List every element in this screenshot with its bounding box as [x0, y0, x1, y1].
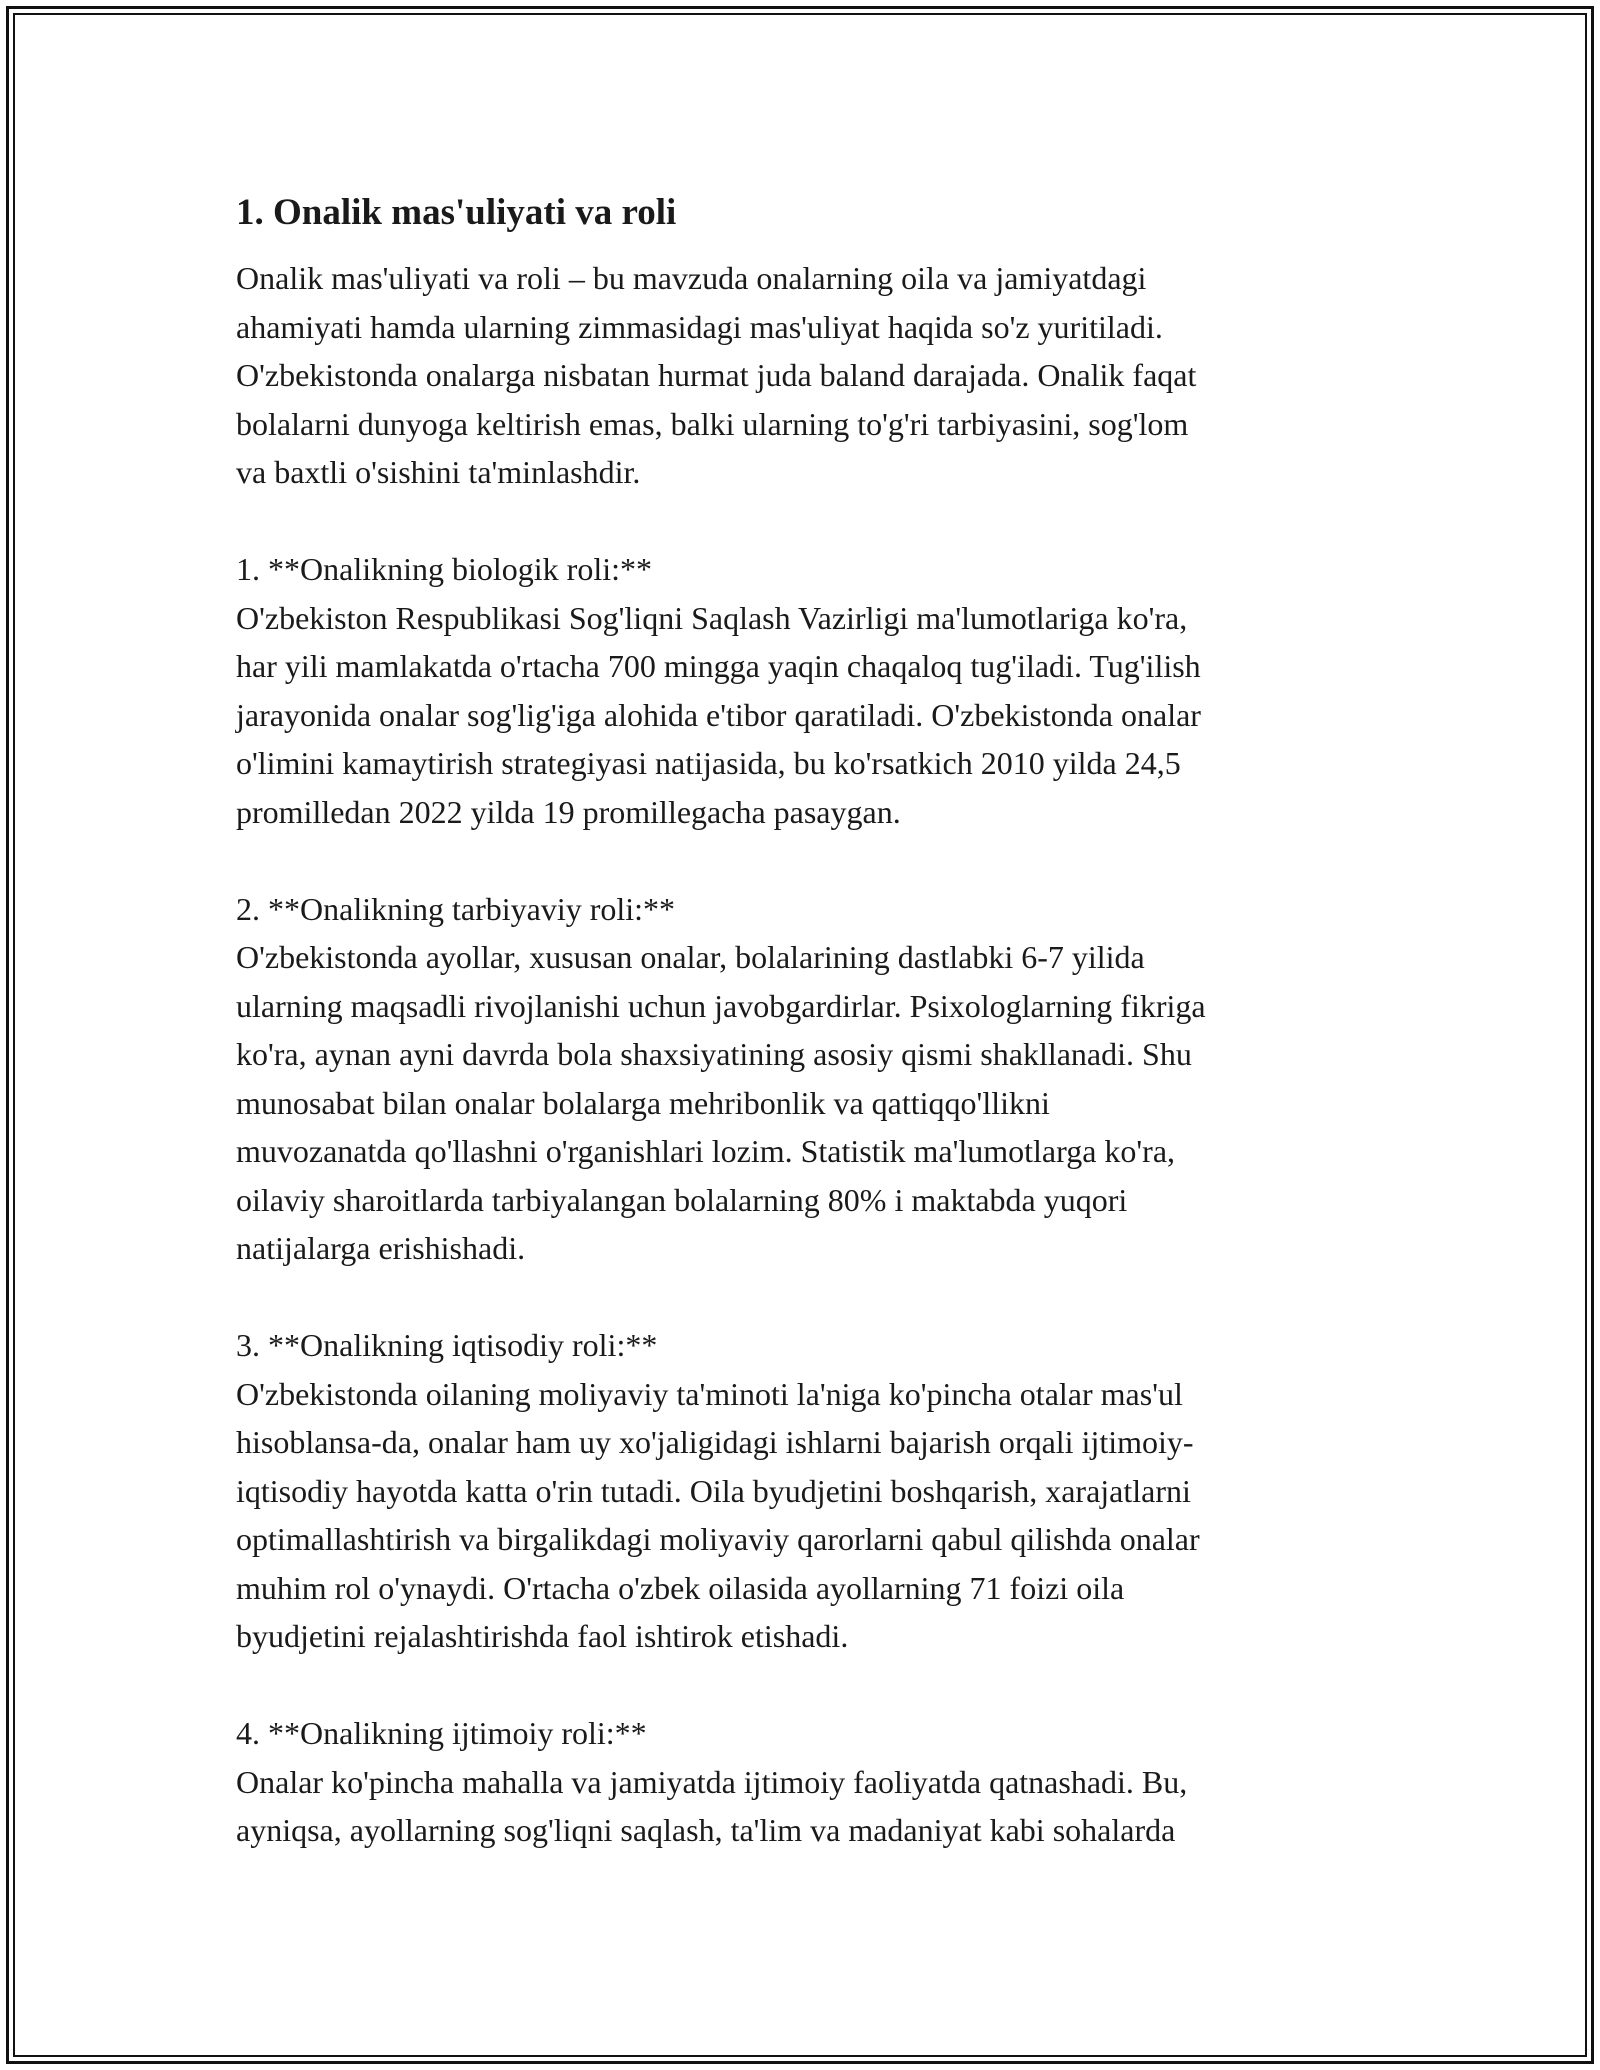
document-heading: 1. Onalik mas'uliyati va roli: [236, 192, 677, 233]
section-title: 4. **Onalikning ijtimoiy roli:**: [236, 1715, 647, 1751]
section-body: O'zbekistonda ayollar, xususan onalar, bolalarining dastlabki 6-7 yilida ularning maqsadli rivojlanishi uchun javobgardirlar. Psixologlarning fikriga ko'ra, aynan ayni davrda bola shaxsiyatining asosiy qismi shakllanadi. Shu munosabat bilan onalar bolalarga mehribonlik va qattiqqo'llikni muvozanatda qo'llashni o'rganishlari lozim. Statistik ma'lumotlarga ko'ra, oilaviy sharoitlarda tarbiyalangan bolalarning 80% i maktabda yuqori natijalarga erishishadi.: [236, 939, 1206, 1266]
section-title: 1. **Onalikning biologik roli:**: [236, 551, 652, 587]
section-title: 3. **Onalikning iqtisodiy roli:**: [236, 1327, 658, 1363]
section-title: 2. **Onalikning tarbiyaviy roli:**: [236, 890, 676, 927]
section-body: Onalar ko'pincha mahalla va jamiyatda ijtimoiy faoliyatda qatnashadi. Bu, ayniqsa, ayollarning sog'liqni saqlash, ta'lim va madaniyat kabi sohalarda: [236, 1763, 1188, 1848]
document-body: [236, 180, 1396, 1855]
section-social-role: [236, 1709, 1396, 1855]
section-body: O'zbekiston Respublikasi Sog'liqni Saqlash Vazirligi ma'lumotlariga ko'ra, har yili mamlakatda o'rtacha 700 mingga yaqin chaqaloq tug'iladi. Tug'ilish jarayonida onalar sog'lig'iga alohida e'tibor qaratiladi. O'zbekistonda onalar o'limini kamaytirish strategiyasi natijasida, bu ko'rsatkich 2010 yilda 24,5 promilledan 2022 yilda 19 promillegacha pasaygan.: [236, 599, 1201, 830]
section-economic-role: [236, 1321, 1396, 1661]
section-biological-role: [236, 545, 1396, 836]
section-educational-role: [236, 885, 1396, 1273]
section-body: O'zbekistonda oilaning moliyaviy ta'minoti la'niga ko'pincha otalar mas'ul hisoblansa-da, onalar ham uy xo'jaligidagi ishlarni bajarish orqali ijtimoiy- iqtisodiy hayotda katta o'rin tutadi. Oila byudjetini boshqarish, xarajatlarni optimallashtirish va birgalikdagi moliyaviy qarorlarni qabul qilishda onalar muhim rol o'ynaydi. O'rtacha o'zbek oilasida ayollarning 71 foizi oila byudjetini rejalashtirishda faol ishtirok etishadi.: [236, 1375, 1200, 1654]
intro-paragraph: Onalik mas'uliyati va roli – bu mavzuda onalarning oila va jamiyatdagi ahamiyati hamda ularning zimmasidagi mas'uliyat haqida so'z yuritiladi. O'zbekistonda onalarga nisbatan hurmat juda baland darajada. Onalik faqat bolalarni dunyoga keltirish emas, balki ularning to'g'ri tarbiyasini, sog'lom va baxtli o'sishini ta'minlashdir.: [236, 260, 1197, 490]
